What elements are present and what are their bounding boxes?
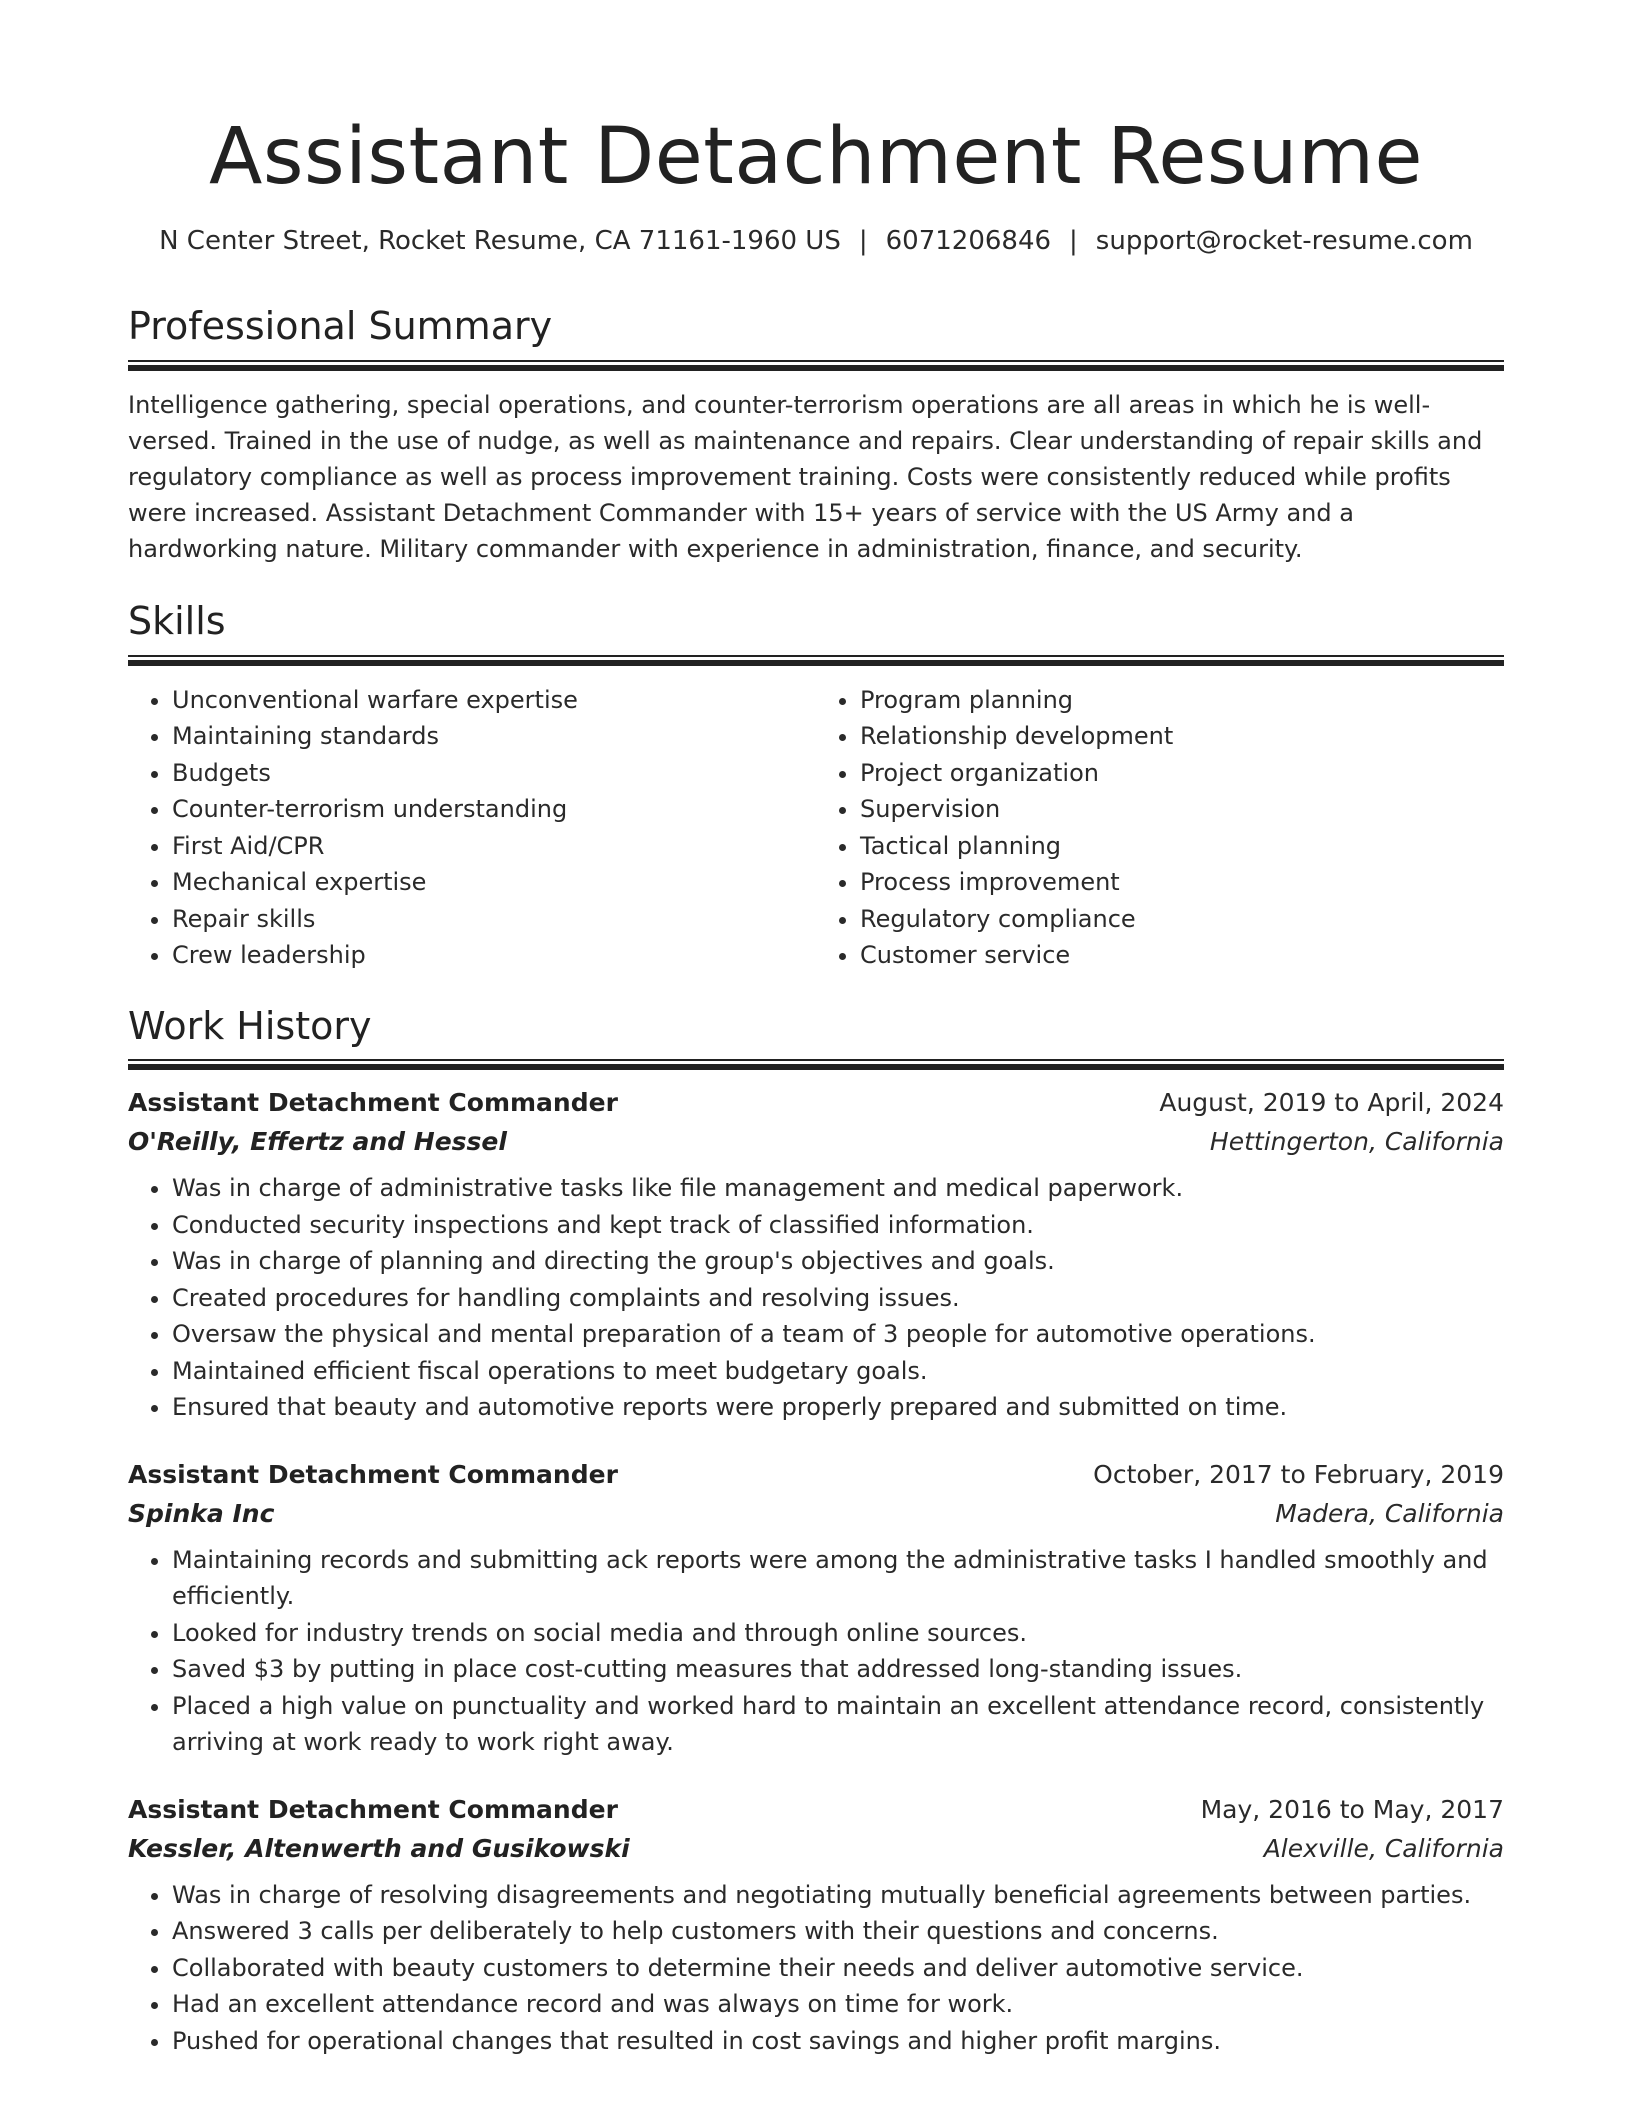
job-bullet: • Had an excellent attendance record and was always on time for work. — [172, 1986, 1504, 2023]
contact-email: support@rocket-resume.com — [1095, 226, 1473, 256]
work-history-heading: Work History — [128, 1003, 372, 1048]
skill-item: • First Aid/CPR — [172, 828, 816, 865]
skill-item: • Crew leadership — [172, 937, 816, 974]
job-location: Madera, California — [1275, 1498, 1504, 1528]
job-bullet: • Pushed for operational changes that resulted in cost savings and higher profit margins. — [172, 2023, 1504, 2060]
skill-item: • Tactical planning — [860, 828, 1504, 865]
job-entry — [128, 1795, 1504, 2060]
job-bullet: • Was in charge of planning and directing the group's objectives and goals. — [172, 1243, 1504, 1280]
job-bullet: • Maintaining records and submitting ack reports were among the administrative tasks I handled smoothly and efficiently. — [172, 1542, 1504, 1615]
section-divider — [128, 1059, 1504, 1070]
summary-text: Intelligence gathering, special operations, and counter-terrorism operations are all areas in which he is well-versed. Trained in the use of nudge, as well as maintenance and repairs. Clear understanding of repair skills and regulatory compliance as well as process improvement training. Costs were consistently reduced while profits were increased. Assistant Detachment Commander with 15+ years of service with the US Army and a hardworking nature. Military commander with experience in administration, finance, and security. — [128, 390, 1483, 563]
skill-item: • Customer service — [860, 937, 1504, 974]
contact-phone: 6071206846 — [885, 226, 1052, 256]
summary-heading: Professional Summary — [128, 304, 553, 348]
job-title: Assistant Detachment Commander — [128, 1459, 618, 1489]
skill-item: • Counter-terrorism understanding — [172, 791, 816, 828]
job-bullet: • Answered 3 calls per deliberately to help customers with their questions and concerns. — [172, 1913, 1504, 1950]
job-bullet: • Ensured that beauty and automotive reports were properly prepared and submitted on time. — [172, 1389, 1504, 1426]
contact-separator: | — [1069, 226, 1078, 256]
job-dates: May, 2016 to May, 2017 — [1200, 1794, 1504, 1824]
job-company: Kessler, Altenwerth and Gusikowski — [128, 1833, 630, 1863]
skill-item: • Program planning — [860, 682, 1504, 719]
resume-title: Assistant Detachment Resume — [209, 112, 1423, 202]
job-dates: August, 2019 to April, 2024 — [1159, 1088, 1504, 1118]
job-bullets — [128, 1170, 1504, 1426]
job-entry — [128, 1460, 1504, 1761]
skill-item: • Repair skills — [172, 901, 816, 938]
job-company: Spinka Inc — [128, 1498, 275, 1528]
job-bullet: • Placed a high value on punctuality and worked hard to maintain an excellent attendance record, consistently arriving at work ready to work right away. — [172, 1688, 1504, 1761]
job-location: Hettingerton, California — [1209, 1127, 1504, 1157]
job-bullet: • Looked for industry trends on social media and through online sources. — [172, 1615, 1504, 1652]
skill-item: • Regulatory compliance — [860, 901, 1504, 938]
job-bullets — [128, 1877, 1504, 2060]
job-bullet: • Oversaw the physical and mental preparation of a team of 3 people for automotive operations. — [172, 1316, 1504, 1353]
skill-item: • Process improvement — [860, 864, 1504, 901]
job-bullet: • Conducted security inspections and kept track of classified information. — [172, 1207, 1504, 1244]
contact-separator: | — [858, 226, 868, 256]
skill-item: • Unconventional warfare expertise — [172, 682, 816, 719]
job-bullet: • Maintained efficient fiscal operations to meet budgetary goals. — [172, 1353, 1504, 1390]
job-company: O'Reilly, Effertz and Hessel — [128, 1127, 507, 1157]
section-divider — [128, 360, 1504, 371]
skill-item: • Mechanical expertise — [172, 864, 816, 901]
contact-address: N Center Street, Rocket Resume, CA 71161-1960 US — [159, 226, 841, 256]
job-dates: October, 2017 to February, 2019 — [1093, 1459, 1504, 1489]
job-title: Assistant Detachment Commander — [128, 1794, 618, 1824]
skill-item: • Project organization — [860, 755, 1504, 792]
job-location: Alexville, California — [1263, 1833, 1504, 1863]
job-title: Assistant Detachment Commander — [128, 1088, 618, 1118]
contact-line — [128, 226, 1504, 256]
skills-grid — [128, 682, 1504, 974]
job-bullets — [128, 1542, 1504, 1761]
skill-item: • Maintaining standards — [172, 718, 816, 755]
job-bullet: • Was in charge of administrative tasks like file management and medical paperwork. — [172, 1170, 1504, 1207]
skill-item: • Relationship development — [860, 718, 1504, 755]
job-bullet: • Saved $3 by putting in place cost-cutting measures that addressed long-standing issues. — [172, 1651, 1504, 1688]
job-bullet: • Was in charge of resolving disagreements and negotiating mutually beneficial agreements between parties. — [172, 1877, 1504, 1914]
job-bullet: • Created procedures for handling complaints and resolving issues. — [172, 1280, 1504, 1317]
job-entry — [128, 1088, 1504, 1426]
skill-item: • Budgets — [172, 755, 816, 792]
skills-heading: Skills — [128, 598, 226, 643]
skills-list-right — [816, 682, 1504, 974]
job-bullet: • Collaborated with beauty customers to determine their needs and deliver automotive service. — [172, 1950, 1504, 1987]
skills-list-left — [128, 682, 816, 974]
section-divider — [128, 655, 1504, 666]
skill-item: • Supervision — [860, 791, 1504, 828]
